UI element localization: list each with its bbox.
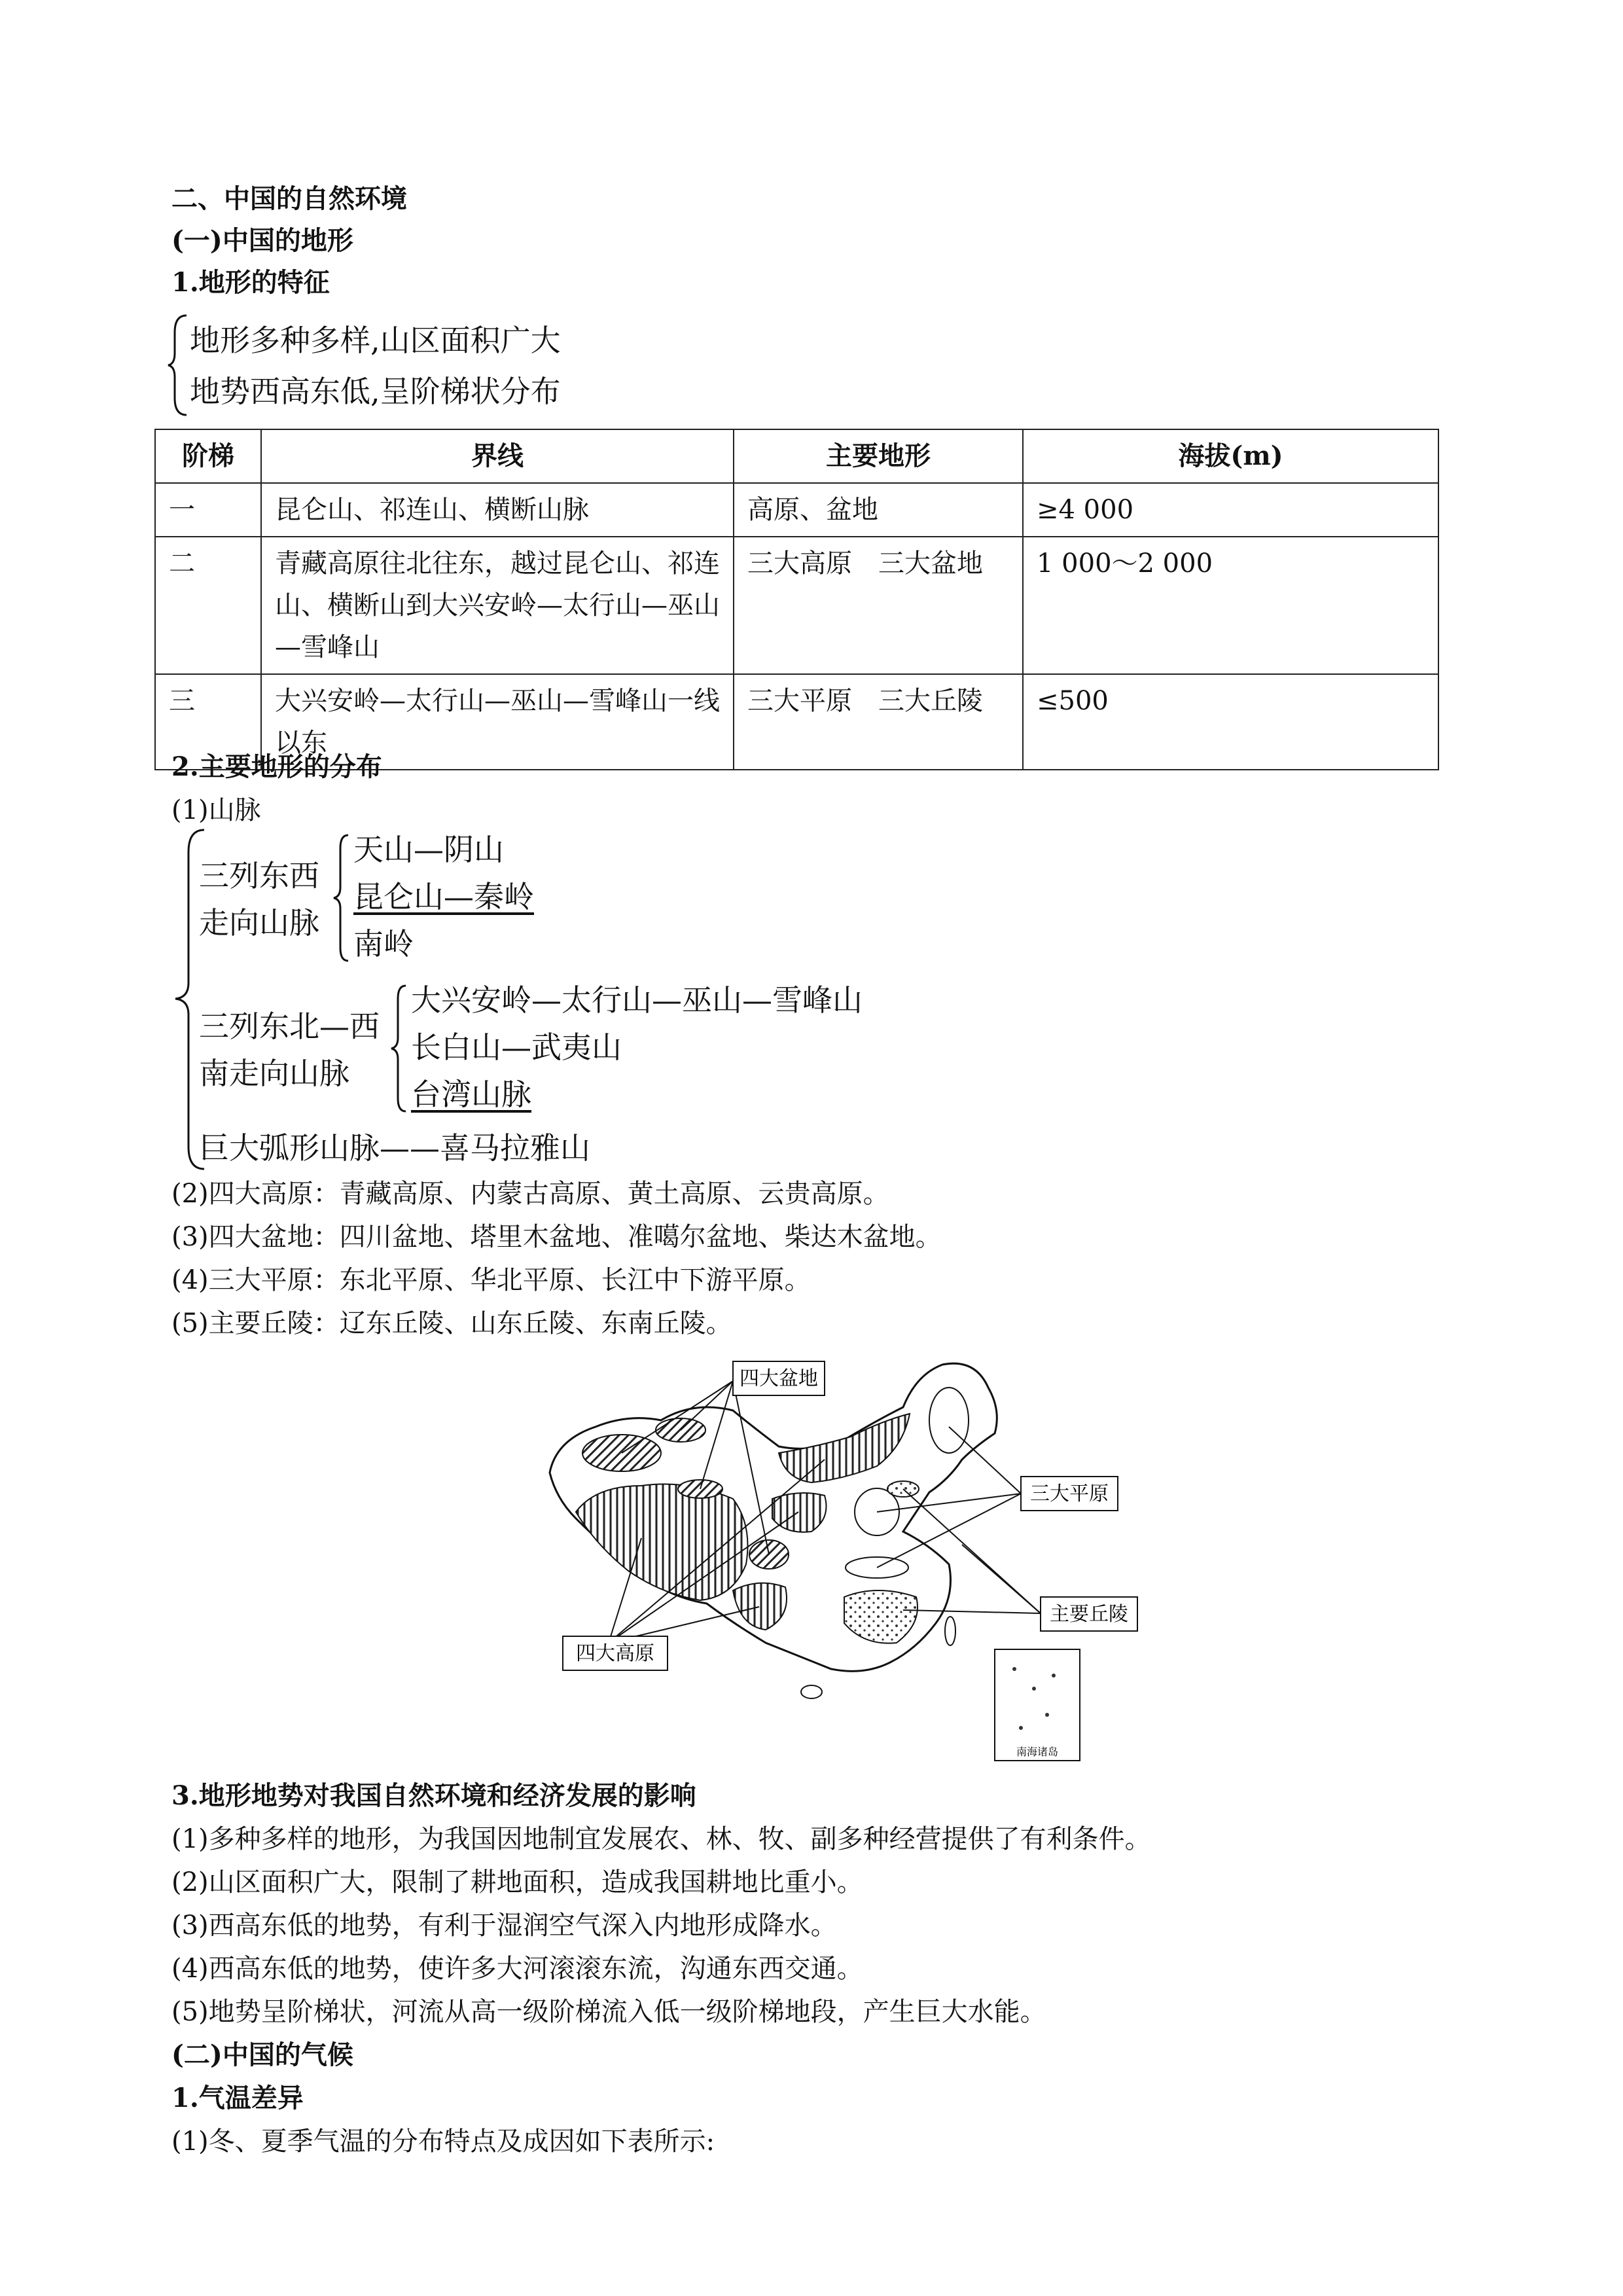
label-basins: 四大盆地 <box>740 1367 818 1390</box>
ne-brace <box>390 983 410 1114</box>
plateau-region <box>772 1493 827 1532</box>
ew-group-label-2: 走向山脉 <box>199 905 319 941</box>
cell-step: 三 <box>155 674 261 770</box>
heading-temperature: 1.气温差异 <box>171 2083 304 2113</box>
ne-mountain-3: 台湾山脉 <box>411 1077 531 1112</box>
feature-1: 地形多种多样,山区面积广大 <box>190 323 561 358</box>
impact-4: (4)西高东低的地势，使许多大河滚滚东流，沟通东西交通。 <box>171 1954 863 1984</box>
plateaus-line: (2)四大高原：青藏高原、内蒙古高原、黄土高原、云贵高原。 <box>171 1179 889 1209</box>
table-row <box>155 483 1438 537</box>
impact-3: (3)西高东低的地势，有利于湿润空气深入内地形成降水。 <box>171 1910 837 1941</box>
heading-landform-distribution: 2.主要地形的分布 <box>171 751 382 782</box>
cell-boundary: 大兴安岭—太行山—巫山—雪峰山一线以东 <box>261 674 734 770</box>
china-terrain-map <box>537 1348 1139 1767</box>
cell-terrain: 三大平原 三大丘陵 <box>734 674 1023 770</box>
cell-altitude: ≤500 <box>1023 674 1438 770</box>
cell-terrain: 三大高原 三大盆地 <box>734 537 1023 674</box>
label-plateaus: 四大高原 <box>576 1642 654 1665</box>
feature-2: 地势西高东低,呈阶梯状分布 <box>190 374 561 409</box>
col-header-terrain: 主要地形 <box>734 429 1023 483</box>
hainan-island <box>801 1685 822 1698</box>
taiwan-island <box>945 1617 955 1645</box>
impact-1: (1)多种多样的地形，为我国因地制宜发展农、林、牧、副多种经营提供了有利条件。 <box>171 1824 1151 1854</box>
subsection-climate: (二)中国的气候 <box>171 2039 353 2070</box>
subsection-terrain: (一)中国的地形 <box>171 225 353 256</box>
hills-line: (5)主要丘陵：辽东丘陵、山东丘陵、东南丘陵。 <box>171 1308 732 1338</box>
ew-group-label-1: 三列东西 <box>199 858 319 893</box>
table-row <box>155 537 1438 674</box>
plains-line: (4)三大平原：东北平原、华北平原、长江中下游平原。 <box>171 1265 811 1295</box>
label-hills: 主要丘陵 <box>1050 1603 1128 1626</box>
ne-group-label-2: 南走向山脉 <box>199 1056 349 1091</box>
section-title: 二、中国的自然环境 <box>171 183 407 214</box>
cell-altitude: 1 000～2 000 <box>1023 537 1438 674</box>
ne-group-label-1: 三列东北—西 <box>199 1009 380 1044</box>
col-header-boundary: 界线 <box>261 429 734 483</box>
ne-mountain-2: 长白山—武夷山 <box>411 1030 622 1065</box>
heading-terrain-impact: 3.地形地势对我国自然环境和经济发展的影响 <box>171 1780 696 1811</box>
cell-boundary: 青藏高原往北往东，越过昆仑山、祁连山、横断山到大兴安岭—太行山—巫山—雪峰山 <box>261 537 734 674</box>
col-header-step: 阶梯 <box>155 429 261 483</box>
cell-altitude: ≥4 000 <box>1023 483 1438 537</box>
ew-mountain-2: 昆仑山—秦岭 <box>353 879 534 914</box>
ne-mountain-1: 大兴安岭—太行山—巫山—雪峰山 <box>411 982 863 1018</box>
ew-mountain-3: 南岭 <box>353 926 414 961</box>
inset-label: 南海诸岛 <box>1016 1746 1059 1758</box>
basins-line: (3)四大盆地：四川盆地、塔里木盆地、准噶尔盆地、柴达木盆地。 <box>171 1222 942 1252</box>
terrain-steps-table <box>154 429 1439 770</box>
ew-mountain-1: 天山—阴山 <box>353 832 504 867</box>
label-plains: 三大平原 <box>1030 1482 1109 1505</box>
mountains-label: (1)山脉 <box>171 795 261 825</box>
cell-boundary: 昆仑山、祁连山、横断山脉 <box>261 483 734 537</box>
col-header-altitude: 海拔(m) <box>1023 429 1438 483</box>
temperature-intro: (1)冬、夏季气温的分布特点及成因如下表所示: <box>171 2126 715 2157</box>
plain-region <box>929 1388 969 1453</box>
ew-brace <box>332 833 352 963</box>
table-header-row <box>155 429 1438 483</box>
cell-step: 二 <box>155 537 261 674</box>
cell-terrain: 高原、盆地 <box>734 483 1023 537</box>
cell-step: 一 <box>155 483 261 537</box>
impact-5: (5)地势呈阶梯状，河流从高一级阶梯流入低一级阶梯地段，产生巨大水能。 <box>171 1997 1046 2027</box>
arc-mountain: 巨大弧形山脉——喜马拉雅山 <box>199 1130 590 1166</box>
feature-brace <box>167 313 193 418</box>
plateau-region <box>576 1484 748 1601</box>
heading-terrain-features: 1.地形的特征 <box>171 267 330 298</box>
impact-2: (2)山区面积广大，限制了耕地面积，造成我国耕地比重小。 <box>171 1867 863 1897</box>
